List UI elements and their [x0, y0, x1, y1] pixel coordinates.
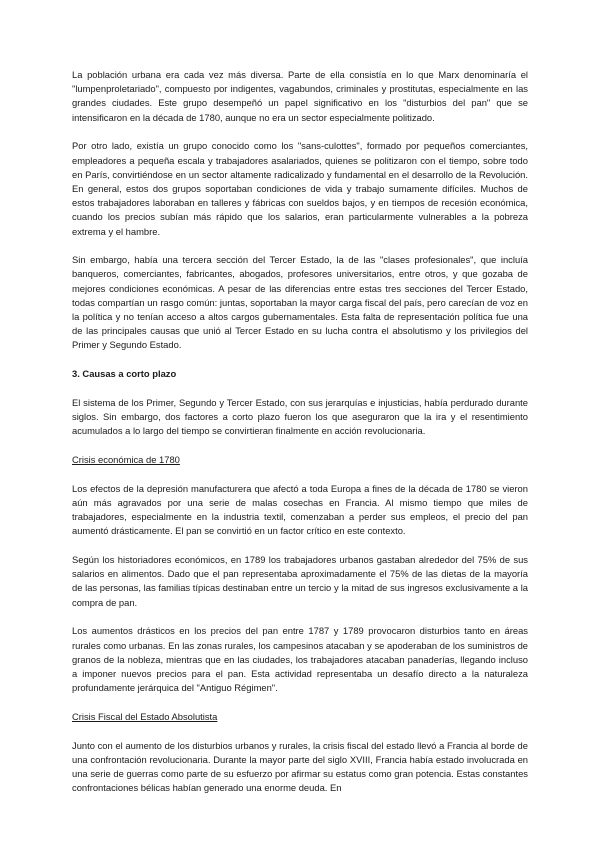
paragraph-historiadores: Según los historiadores económicos, en 1789 los trabajadores urbanos gastaban alrededor del 75% de sus salarios en alimentos. Dado que el pan representaba aproximadamente el 75% de las dietas de la mayoría de las personas, las familias típicas destinaban entre un tercio y la mitad de sus ingresos exclusivamente a la compra de pan.	[72, 553, 528, 608]
paragraph-aumentos-precios: Los aumentos drásticos en los precios del pan entre 1787 y 1789 provocaron disturbios tanto en áreas rurales como urbanas. En las zonas rurales, los campesinos atacaban y se apoderaban de los suministros de granos de la nobleza, mientras que en las ciudades, los trabajadores atacaban panaderías, llegando incluso a imponer nuevos precios para el pan. Esta actividad representaba un desafío directo a la naturaleza profundamente jerárquica del "Antiguo Régimen".	[72, 625, 528, 694]
paragraph-crisis-fiscal: Junto con el aumento de los disturbios urbanos y rurales, la crisis fiscal del estado llevó a Francia al borde de una confrontación revolucionaria. Durante la mayor parte del siglo XVIII, Francia había estado involucrada en una serie de guerras como parte de su esfuerzo por afirmar su estatus como gran potencia. Estas constantes confrontaciones bélicas habían generado una enorme deuda. En	[72, 739, 528, 794]
paragraph-clases-profesionales: Sin embargo, había una tercera sección del Tercer Estado, la de las "clases profesionales", que incluía banqueros, comerciantes, fabricantes, abogados, profesores universitarios, entre otros, y que gozaba de mejores condiciones económicas. A pesar de las diferencias entre estas tres secciones del Tercer Estado, todas compartían un rasgo común: juntas, soportaban la mayor carga fiscal del país, pero carecían de voz en la política y no tenían acceso a altos cargos gubernamentales. Esta falta de representación política fue una de las principales causas que unió al Tercer Estado en su lucha contra el absolutismo y los privilegios del Primer y Segundo Estado.	[72, 254, 528, 351]
paragraph-sistema-estados: El sistema de los Primer, Segundo y Tercer Estado, con sus jerarquías e injusticias, había perdurado durante siglos. Sin embargo, dos factores a corto plazo fueron los que aseguraron que la ira y el resentimiento acumulados a lo largo del tiempo se convirtieran finalmente en acción revolucionaria.	[72, 396, 528, 437]
paragraph-sans-culottes: Por otro lado, existía un grupo conocido como los "sans-culottes", formado por pequeños comerciantes, empleadores a pequeña escala y trabajadores asalariados, quienes se politizaron con el tiempo, sobre todo en París, convirtiéndose en un sector altamente radicalizado y fundamental en el desarrollo de la Revolución. En general, estos dos grupos soportaban condiciones de vida y trabajo sumamente difíciles. Muchos de estos trabajadores laboraban en talleres y fábricas con sueldos bajos, y en tiempos de recesión económica, cuando los precios subían más rápido que los salarios, eran particularmente vulnerables a la pobreza extrema y el hambre.	[72, 140, 528, 237]
subheading-crisis-fiscal: Crisis Fiscal del Estado Absolutista	[72, 710, 218, 722]
paragraph-lumpenproletariado: La población urbana era cada vez más diversa. Parte de ella consistía en lo que Marx denominaría el "lumpenproletariado", compuesto por indigentes, vagabundos, criminales y prostitutas, especialmente en las grandes ciudades. Este grupo desempeñó un papel significativo en los "disturbios del pan" que se intensificaron en la década de 1780, aunque no era un sector especialmente politizado.	[72, 69, 528, 123]
subheading-crisis-economica: Crisis económica de 1780	[72, 453, 180, 465]
section-heading-causas: 3. Causas a corto plazo	[72, 368, 177, 380]
paragraph-depresion-manufacturera: Los efectos de la depresión manufacturera que afectó a toda Europa a fines de la década de 1780 se vieron aún más agravados por una serie de malas cosechas en Francia. Al mismo tiempo que miles de trabajadores, especialmente en la industria textil, comenzaban a perder sus empleos, el precio del pan aumentó drásticamente. El pan se convirtió en un factor crítico en este contexto.	[72, 482, 528, 537]
